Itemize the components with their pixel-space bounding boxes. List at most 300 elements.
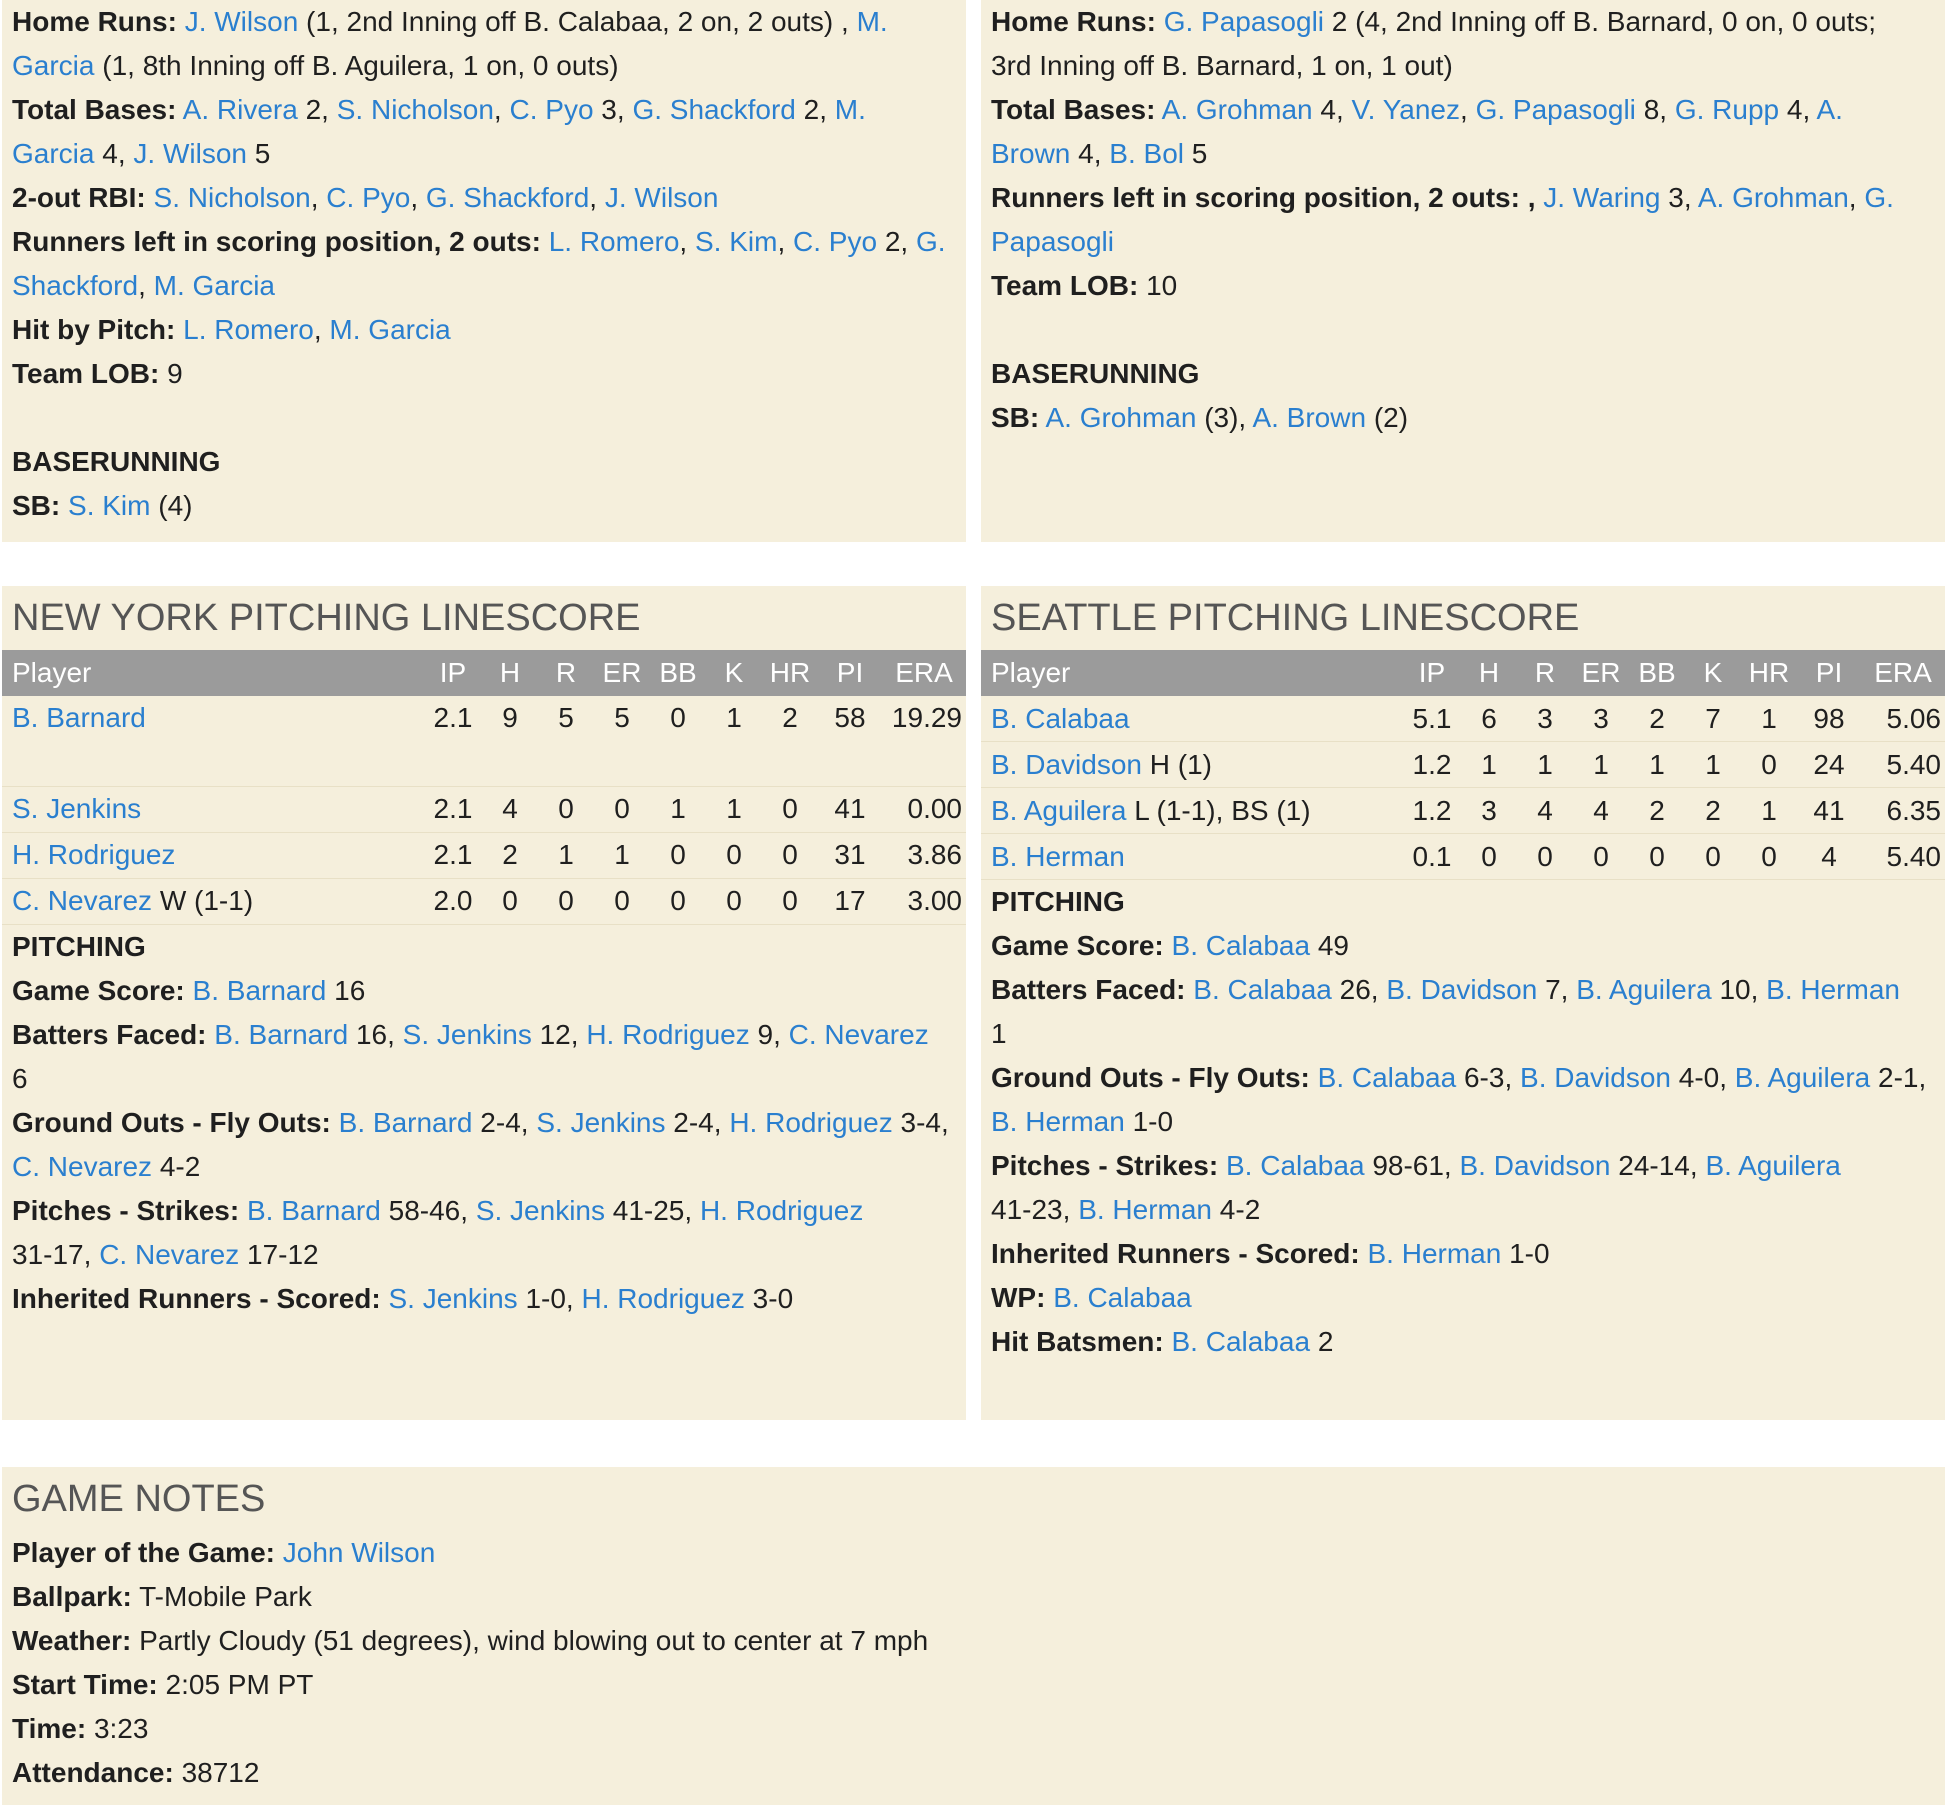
- text: 3,: [1668, 182, 1692, 213]
- text: (3),: [1204, 402, 1247, 433]
- stat-cell: 1: [538, 832, 594, 878]
- text: 2-4,: [480, 1106, 529, 1138]
- sea-rlsp-line: [981, 176, 1945, 220]
- text: ,: [1460, 94, 1468, 125]
- player-link[interactable]: B. Calabaa: [1193, 974, 1332, 1005]
- stat-cell: 3: [1573, 696, 1629, 742]
- player-link[interactable]: B. Davidson: [1520, 1062, 1671, 1093]
- col-header: PI: [1797, 650, 1861, 696]
- player-of-game-line: [2, 1531, 1945, 1575]
- stat-cell: 5.1: [1403, 696, 1461, 742]
- start-time-line: [2, 1663, 1945, 1707]
- label: Runners left in scoring position, 2 outs: ,: [991, 182, 1536, 213]
- text: 4,: [1078, 138, 1102, 169]
- player-link[interactable]: V. Yanez: [1351, 94, 1461, 125]
- player-link[interactable]: S. Nicholson: [153, 182, 311, 213]
- stat-cell: 1: [1517, 742, 1573, 788]
- comma: ,: [410, 182, 419, 213]
- col-header: R: [538, 650, 594, 696]
- text: 2-4,: [673, 1106, 722, 1138]
- text: 2: [1317, 1326, 1334, 1357]
- value: 38712: [181, 1757, 260, 1788]
- text: 4,: [1320, 94, 1344, 125]
- text: 24-14,: [1618, 1150, 1698, 1181]
- ny-pitches-strikes-line: [2, 1189, 966, 1233]
- text: 7,: [1545, 974, 1569, 1005]
- text: 1: [991, 1018, 1007, 1049]
- label: Batters Faced:: [991, 974, 1186, 1005]
- sea-wild-pitch-line: [981, 1276, 1945, 1320]
- player-link[interactable]: A. Grohman: [1045, 402, 1197, 433]
- label: SB:: [12, 490, 61, 521]
- text: 16,: [355, 1018, 395, 1050]
- stat-cell: 0: [650, 832, 706, 878]
- sea-total-bases-line: [981, 88, 1945, 132]
- stat-cell: 6: [1461, 696, 1517, 742]
- ny-team-lob-line: [2, 352, 966, 396]
- table-row: [981, 742, 1945, 788]
- player-link[interactable]: L. Romero: [548, 226, 680, 257]
- stat-cell: 0: [762, 878, 818, 924]
- text: 49: [1317, 930, 1350, 961]
- col-header: Player: [981, 650, 1403, 696]
- player-link[interactable]: Papasogli: [991, 226, 1114, 257]
- table-header-row: [2, 650, 966, 696]
- player-link[interactable]: John Wilson: [282, 1537, 436, 1568]
- label: Ballpark:: [12, 1581, 132, 1612]
- ny-ground-fly-line: [2, 1101, 966, 1145]
- ny-two-out-rbi-line: [2, 176, 966, 220]
- player-link[interactable]: H. Rodriguez: [729, 1106, 893, 1138]
- stat-cell: 2: [1629, 788, 1685, 834]
- player-link[interactable]: M. Garcia: [329, 314, 451, 345]
- player-link[interactable]: B. Herman: [1078, 1194, 1213, 1225]
- sea-pitching-header: PITCHING: [991, 886, 1125, 917]
- text: 98-61,: [1372, 1150, 1452, 1181]
- player-link[interactable]: S. Nicholson: [336, 94, 494, 125]
- player-link[interactable]: B. Aguilera: [991, 794, 1127, 826]
- table-header-row: [981, 650, 1945, 696]
- stat-cell: 24: [1797, 742, 1861, 788]
- text: 31-17,: [12, 1238, 92, 1270]
- stat-cell: 0: [1517, 834, 1573, 880]
- player-link[interactable]: C. Pyo: [793, 226, 878, 257]
- player-link[interactable]: A. Rivera: [182, 94, 298, 125]
- stat-cell: 0: [706, 878, 762, 924]
- text: 26,: [1339, 974, 1379, 1005]
- player-cell: [981, 834, 1403, 880]
- player-link[interactable]: S. Jenkins: [12, 793, 142, 824]
- label: Ground Outs - Fly Outs:: [991, 1062, 1310, 1093]
- label: Total Bases:: [991, 94, 1156, 125]
- text: 8,: [1643, 94, 1668, 125]
- stat-cell: 0: [594, 786, 650, 832]
- ny-hbp-line: [2, 308, 966, 352]
- player-link[interactable]: C. Pyo: [509, 94, 594, 125]
- ny-pitching-table: [2, 650, 966, 925]
- table-row: [981, 834, 1945, 880]
- col-header: H: [1461, 650, 1517, 696]
- ny-rlsp-line: [2, 220, 966, 264]
- stat-cell: 2.0: [424, 878, 482, 924]
- ny-baserunning-header: BASERUNNING: [12, 446, 221, 477]
- player-link[interactable]: G. Papasogli: [1163, 6, 1325, 37]
- player-link[interactable]: B. Aguilera: [1576, 974, 1712, 1005]
- stat-cell: 4: [1517, 788, 1573, 834]
- player-link[interactable]: S. Jenkins: [402, 1018, 532, 1050]
- attendance-line: [2, 1751, 1945, 1795]
- player-link[interactable]: B. Calabaa: [1317, 1062, 1457, 1093]
- player-link[interactable]: Shackford: [12, 270, 139, 301]
- text: 3rd Inning off B. Barnard, 1 on, 1 out): [991, 50, 1453, 81]
- stat-cell: 19.29: [882, 696, 966, 786]
- player-link[interactable]: S. Kim: [68, 490, 151, 521]
- label: Home Runs:: [991, 6, 1156, 37]
- section-title: SEATTLE PITCHING LINESCORE: [991, 597, 1580, 639]
- table-row: [2, 878, 966, 924]
- label: Time:: [12, 1713, 87, 1744]
- text: 2 (4, 2nd Inning off B. Barnard, 0 on, 0 outs;: [1331, 6, 1877, 37]
- label: Game Score:: [991, 930, 1164, 961]
- sea-pitching-panel: [981, 586, 1945, 1420]
- value: 3:23: [93, 1713, 149, 1744]
- stat-cell: 1: [1685, 742, 1741, 788]
- player-link[interactable]: B. Barnard: [214, 1018, 349, 1050]
- player-link[interactable]: C. Nevarez: [788, 1018, 929, 1050]
- text: ,: [493, 94, 502, 125]
- table-row: [981, 788, 1945, 834]
- player-link[interactable]: A. Grohman: [1697, 182, 1849, 213]
- player-link[interactable]: B. Barnard: [246, 1194, 381, 1226]
- player-link[interactable]: B. Calabaa: [1171, 1326, 1311, 1357]
- stat-cell: 1: [594, 832, 650, 878]
- player-link[interactable]: A.: [1816, 94, 1843, 125]
- text: 41-25,: [612, 1194, 693, 1226]
- decision-note: L (1-1), BS (1): [1134, 794, 1311, 826]
- player-link[interactable]: B. Bol: [1109, 138, 1184, 169]
- table-row: [2, 832, 966, 878]
- text: 12,: [539, 1018, 579, 1050]
- stat-cell: 2.1: [424, 786, 482, 832]
- player-link[interactable]: J. Wilson: [184, 6, 299, 37]
- player-link[interactable]: Garcia: [12, 138, 95, 169]
- col-header: K: [706, 650, 762, 696]
- player-link[interactable]: G. Papasogli: [1475, 94, 1636, 125]
- player-link[interactable]: A. Grohman: [1161, 94, 1313, 125]
- sea-baserunning-header: BASERUNNING: [991, 358, 1200, 389]
- player-link[interactable]: B. Calabaa: [991, 702, 1130, 734]
- player-link[interactable]: M.: [834, 94, 866, 125]
- stat-cell: 0.00: [882, 786, 966, 832]
- ny-total-bases-line-2: [2, 132, 966, 176]
- stat-cell: 41: [818, 786, 882, 832]
- stat-cell: 0: [1629, 834, 1685, 880]
- player-link[interactable]: L. Romero: [183, 314, 314, 345]
- stat-cell: 1: [1461, 742, 1517, 788]
- player-cell: [981, 696, 1403, 742]
- sea-hit-batsmen-line: [981, 1320, 1945, 1364]
- ny-ground-fly-line-2: [2, 1145, 966, 1189]
- text: 4-0,: [1678, 1062, 1728, 1093]
- decision-note: W (1-1): [159, 885, 254, 916]
- text: 2,: [305, 94, 329, 125]
- sea-home-runs-line-2: [981, 44, 1945, 88]
- stat-cell: 3: [1517, 696, 1573, 742]
- weather-line: [2, 1619, 1945, 1663]
- stat-cell: 7: [1685, 696, 1741, 742]
- time-line: [2, 1707, 1945, 1751]
- text: ,: [1848, 182, 1857, 213]
- value: T-Mobile Park: [139, 1581, 312, 1612]
- stat-cell: 1: [706, 696, 762, 786]
- player-link[interactable]: C. Nevarez: [12, 885, 153, 916]
- stat-cell: 17: [818, 878, 882, 924]
- sea-ground-fly-line: [981, 1056, 1945, 1100]
- player-link[interactable]: J. Wilson: [604, 182, 719, 213]
- label: WP:: [991, 1282, 1046, 1313]
- stat-cell: 2: [1629, 696, 1685, 742]
- col-header: R: [1517, 650, 1573, 696]
- stat-cell: 0: [538, 786, 594, 832]
- player-link[interactable]: G.: [1864, 182, 1894, 213]
- ny-batting-panel: [2, 0, 966, 542]
- player-link[interactable]: J. Wilson: [133, 138, 247, 169]
- text: 4-2: [159, 1150, 201, 1182]
- player-link[interactable]: B. Davidson: [991, 748, 1142, 780]
- label: Attendance:: [12, 1757, 174, 1788]
- col-header: PI: [818, 650, 882, 696]
- ny-rlsp-line-2: [2, 264, 966, 308]
- text: 1-0: [1132, 1106, 1174, 1137]
- col-header: BB: [1629, 650, 1685, 696]
- player-link[interactable]: B. Davidson: [1459, 1150, 1611, 1181]
- player-link[interactable]: S. Jenkins: [388, 1282, 518, 1314]
- col-header: ER: [594, 650, 650, 696]
- player-cell: [2, 696, 424, 786]
- player-link[interactable]: B. Calabaa: [1053, 1282, 1192, 1313]
- ny-pitches-strikes-line-2: [2, 1233, 966, 1277]
- ny-pitching-panel: [2, 586, 966, 1420]
- col-header: HR: [1741, 650, 1797, 696]
- stat-cell: 0: [650, 878, 706, 924]
- ny-batters-faced-line-2: [2, 1057, 966, 1101]
- stat-cell: 0: [1741, 742, 1797, 788]
- text: 3,: [601, 94, 625, 125]
- comma: ,: [310, 182, 319, 213]
- text: 58-46,: [388, 1194, 469, 1226]
- text: 17-12: [247, 1238, 319, 1270]
- sea-team-lob-line: [981, 264, 1945, 308]
- stat-cell: 0: [482, 878, 538, 924]
- player-link[interactable]: G. Shackford: [632, 94, 796, 125]
- stat-cell: 58: [818, 696, 882, 786]
- ny-pitching-header: PITCHING: [12, 930, 146, 962]
- stat-cell: 5.40: [1861, 834, 1945, 880]
- stat-cell: 6.35: [1861, 788, 1945, 834]
- player-link[interactable]: Brown: [991, 138, 1071, 169]
- col-header: IP: [1403, 650, 1461, 696]
- player-link[interactable]: B. Davidson: [1386, 974, 1538, 1005]
- sea-home-runs-line: [981, 0, 1945, 44]
- ny-home-runs-line-2: [2, 44, 966, 88]
- player-link[interactable]: B. Calabaa: [1171, 930, 1311, 961]
- label: Ground Outs - Fly Outs:: [12, 1106, 331, 1138]
- player-link[interactable]: B. Calabaa: [1225, 1150, 1365, 1181]
- player-cell: [2, 878, 424, 924]
- stat-cell: 31: [818, 832, 882, 878]
- player-link[interactable]: H. Rodriguez: [581, 1282, 745, 1314]
- player-link[interactable]: S. Jenkins: [475, 1194, 605, 1226]
- label: Game Score:: [12, 974, 185, 1006]
- col-header: ERA: [882, 650, 966, 696]
- player-link[interactable]: B. Aguilera: [1734, 1062, 1871, 1093]
- stat-cell: 2: [482, 832, 538, 878]
- col-header: HR: [762, 650, 818, 696]
- text: 16: [334, 974, 366, 1006]
- stat-cell: 0: [762, 786, 818, 832]
- stat-cell: 1.2: [1403, 788, 1461, 834]
- label: Runners left in scoring position, 2 outs:: [12, 226, 541, 257]
- section-title: NEW YORK PITCHING LINESCORE: [12, 597, 641, 639]
- player-link[interactable]: B. Herman: [1367, 1238, 1502, 1269]
- ballpark-line: [2, 1575, 1945, 1619]
- sea-batting-panel: [981, 0, 1945, 542]
- player-link[interactable]: C. Nevarez: [99, 1238, 240, 1270]
- stat-cell: 41: [1797, 788, 1861, 834]
- stat-cell: 1: [1741, 788, 1797, 834]
- text: 6-3,: [1463, 1062, 1513, 1093]
- text: (1, 2nd Inning off B. Calabaa, 2 on, 2 outs) ,: [306, 6, 849, 37]
- stat-cell: 1: [650, 786, 706, 832]
- label: Weather:: [12, 1625, 132, 1656]
- player-link[interactable]: C. Pyo: [326, 182, 411, 213]
- text: 1-0: [1509, 1238, 1550, 1269]
- table-row: [981, 696, 1945, 742]
- player-cell: [2, 832, 424, 878]
- ny-total-bases-line: [2, 88, 966, 132]
- col-header: Player: [2, 650, 424, 696]
- col-header: ERA: [1861, 650, 1945, 696]
- label: Hit Batsmen:: [991, 1326, 1164, 1357]
- col-header: IP: [424, 650, 482, 696]
- stat-cell: 9: [482, 696, 538, 786]
- stat-cell: 2: [762, 696, 818, 786]
- stat-cell: 0: [1685, 834, 1741, 880]
- text: (4): [158, 490, 193, 521]
- player-link[interactable]: C. Nevarez: [12, 1150, 153, 1182]
- text: 2,: [884, 226, 909, 257]
- player-link[interactable]: M.: [856, 6, 888, 37]
- label: Batters Faced:: [12, 1018, 207, 1050]
- player-link[interactable]: G. Shackford: [425, 182, 590, 213]
- table-row: [2, 696, 966, 786]
- text: 10,: [1719, 974, 1759, 1005]
- label: 2-out RBI:: [12, 182, 146, 213]
- text: 3-4,: [900, 1106, 949, 1138]
- stat-cell: 2: [1685, 788, 1741, 834]
- label: Pitches - Strikes:: [991, 1150, 1219, 1181]
- player-link[interactable]: B. Aguilera: [1705, 1150, 1841, 1181]
- stat-cell: 1: [1741, 696, 1797, 742]
- text: 5: [254, 138, 271, 169]
- ny-home-runs-line: [2, 0, 966, 44]
- text: 4,: [1786, 94, 1811, 125]
- ny-batters-faced-line: [2, 1013, 966, 1057]
- label: Hit by Pitch:: [12, 314, 176, 345]
- col-header: H: [482, 650, 538, 696]
- player-link[interactable]: B. Herman: [991, 840, 1125, 872]
- value: 10: [1146, 270, 1178, 301]
- stat-cell: 4: [482, 786, 538, 832]
- player-link[interactable]: S. Jenkins: [536, 1106, 666, 1138]
- sea-total-bases-line-2: [981, 132, 1945, 176]
- stat-cell: 5.40: [1861, 742, 1945, 788]
- player-link[interactable]: H. Rodriguez: [12, 839, 176, 870]
- stat-cell: 0: [762, 832, 818, 878]
- sea-inherited-runners-line: [981, 1232, 1945, 1276]
- stat-cell: 1: [1573, 742, 1629, 788]
- player-link[interactable]: B. Herman: [1766, 974, 1900, 1005]
- text: 4,: [102, 138, 126, 169]
- stat-cell: 0: [1461, 834, 1517, 880]
- label: Start Time:: [12, 1669, 158, 1700]
- player-link[interactable]: H. Rodriguez: [586, 1018, 750, 1050]
- comma: ,: [777, 226, 786, 257]
- player-link[interactable]: Garcia: [12, 50, 95, 81]
- player-link[interactable]: B. Herman: [991, 1106, 1125, 1137]
- text: 3-0: [752, 1282, 794, 1314]
- stat-cell: 0.1: [1403, 834, 1461, 880]
- game-notes-panel: [2, 1467, 1945, 1805]
- player-link[interactable]: J. Waring: [1543, 182, 1661, 213]
- player-link[interactable]: B. Barnard: [192, 974, 327, 1006]
- label: Total Bases:: [12, 94, 177, 125]
- player-link[interactable]: B. Barnard: [12, 702, 146, 733]
- stat-cell: 5: [594, 696, 650, 786]
- player-link[interactable]: A. Brown: [1252, 402, 1367, 433]
- comma: ,: [138, 270, 146, 301]
- stat-cell: 0: [650, 696, 706, 786]
- stat-cell: 2.1: [424, 832, 482, 878]
- stat-cell: 1: [706, 786, 762, 832]
- sea-pitching-table: [981, 650, 1945, 880]
- player-cell: [2, 786, 424, 832]
- stat-cell: 5.06: [1861, 696, 1945, 742]
- label: Inherited Runners - Scored:: [12, 1282, 381, 1314]
- text: 41-23,: [991, 1194, 1071, 1225]
- sea-batters-faced-line: [981, 968, 1945, 1012]
- player-link[interactable]: S. Kim: [694, 226, 778, 257]
- stat-cell: 5: [538, 696, 594, 786]
- value: 9: [167, 358, 183, 389]
- text: 4-2: [1219, 1194, 1261, 1225]
- player-link[interactable]: G.: [915, 226, 946, 257]
- text: (2): [1373, 402, 1409, 433]
- stat-cell: 0: [1741, 834, 1797, 880]
- player-link[interactable]: G. Rupp: [1674, 94, 1780, 125]
- player-link[interactable]: H. Rodriguez: [699, 1194, 864, 1226]
- stat-cell: 3: [1461, 788, 1517, 834]
- value: 2:05 PM PT: [165, 1669, 314, 1700]
- stat-cell: 2.1: [424, 696, 482, 786]
- stat-cell: 3.86: [882, 832, 966, 878]
- label: Team LOB:: [12, 358, 160, 389]
- label: SB:: [991, 402, 1040, 433]
- player-link[interactable]: B. Barnard: [338, 1106, 473, 1138]
- sea-sb-line: [981, 396, 1945, 440]
- player-link[interactable]: M. Garcia: [153, 270, 275, 301]
- player-cell: [981, 742, 1403, 788]
